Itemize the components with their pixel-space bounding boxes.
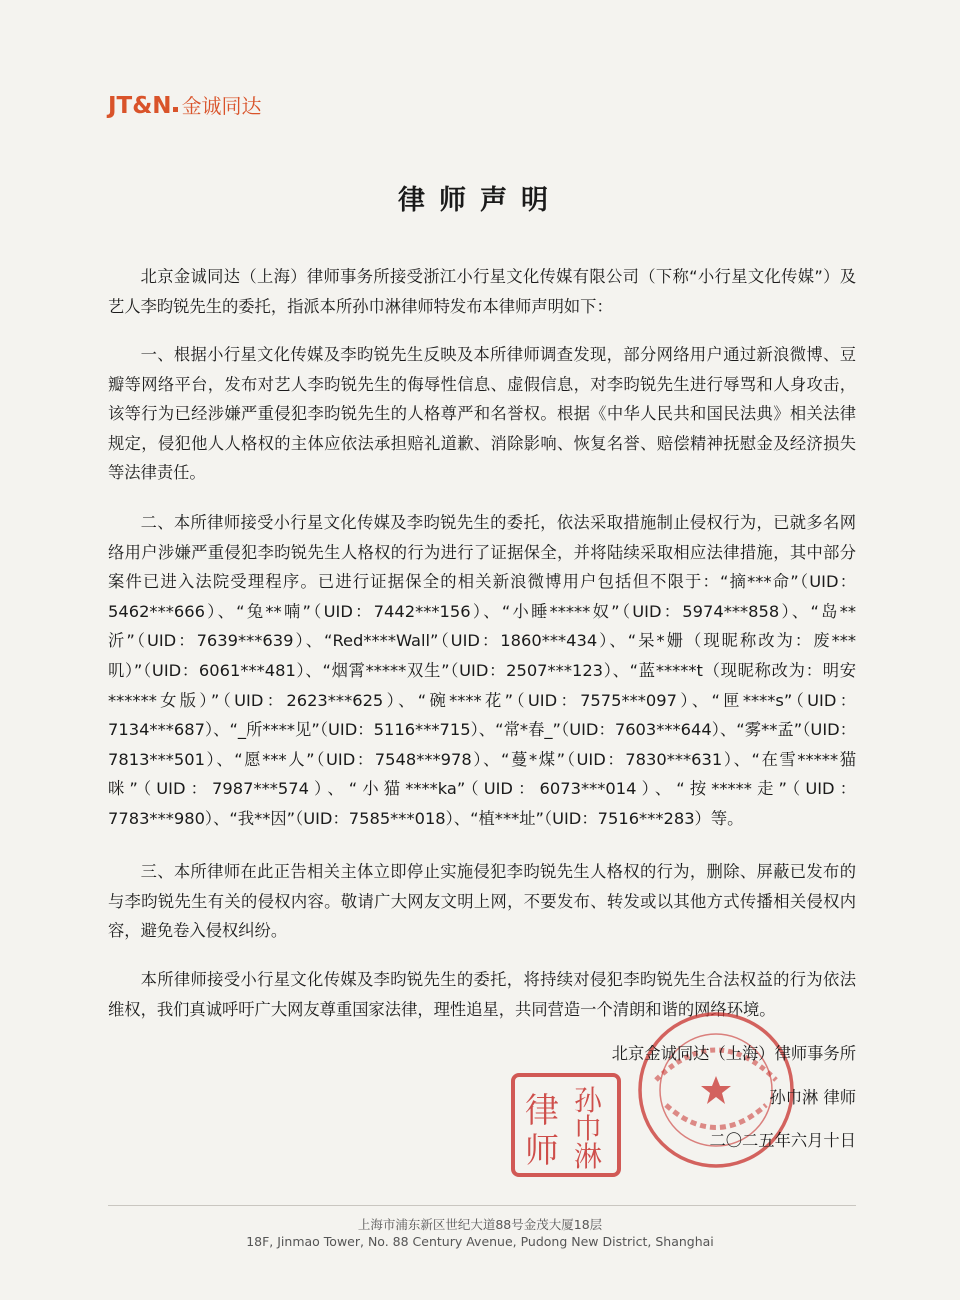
lawyer-square-seal-icon	[510, 1072, 622, 1178]
signature-lawyer: 孙巾淋 律师	[769, 1088, 856, 1107]
signature-firm: 北京金诚同达（上海）律师事务所	[611, 1044, 856, 1063]
paragraph-4: 本所律师接受小行星文化传媒及李昀锐先生的委托，将持续对侵犯李昀锐先生合法权益的行为依法维权，我们真诚呼吁广大网友尊重国家法律，理性追星，共同营造一个清朗和谐的网络环境。	[108, 970, 856, 1019]
svg-text:师: 师	[525, 1131, 559, 1171]
svg-text:巾: 巾	[573, 1112, 603, 1145]
footer-divider	[108, 1205, 856, 1206]
firm-logo	[108, 90, 262, 125]
footer-address-cn: 上海市浦东新区世纪大道88号金茂大厦18层	[357, 1217, 603, 1232]
paragraph-1: 一、根据小行星文化传媒及李昀锐先生反映及本所律师调查发现，部分网络用户通过新浪微博、豆瓣等网络平台，发布对艺人李昀锐先生的侮辱性信息、虚假信息，对李昀锐先生进行辱骂和人身攻击，该等行为已经涉嫌严重侵犯李昀锐先生的人格尊严和名誉权。根据《中华人民共和国民法典》相关法律规定，侵犯他人人格权的主体应依法承担赔礼道歉、消除影响、恢复名誉、赔偿精神抚慰金及经济损失等法律责任。	[108, 345, 856, 483]
signature-date: 二〇二五年六月十日	[709, 1131, 856, 1150]
logo-cn-name: 金诚同达	[181, 94, 262, 118]
svg-text:淋: 淋	[573, 1140, 603, 1173]
paragraph-2: 二、本所律师接受小行星文化传媒及李昀锐先生的委托，依法采取措施制止侵权行为，已就多名网络用户涉嫌严重侵犯李昀锐先生人格权的行为进行了证据保全，并将陆续采取相应法律措施，其中部分案件已进入法院受理程序。已进行证据保全的相关新浪微博用户包括但不限于：“摘***命”（UID：5462***666）、“兔**喃”（UID：7442***156）、“小睡*****奴”（UID：5974***858）、“岛**沂”（UID：7639***639）、“Red****Wall”（UID：1860***434）、“呆*姗（现昵称改为：废***叽）”（UID：6061***481）、“烟霄*****双生”（UID：2507***123）、“蓝*****t（现昵称改为：明安******女版）”（UID：2623***625）、“碗****花”（UID：7575***097）、“匣****s”（UID：7134***687）、“_所****见”（UID：5116***715）、“常*春_”（UID：7603***644）、“雾**孟”（UID：7813***501）、“愿***人”（UID：7548***978）、“蔓*煤”（UID：7830***631）、“在雪*****猫咪”（UID：7987***574）、“小猫****ka”（UID：6073***014）、“按*****走”（UID：7783***980）、“我**因”（UID：7585***018）、“植***址”（UID：7516***283）等。	[108, 513, 856, 828]
svg-text:孙: 孙	[573, 1084, 603, 1117]
logo-dot-icon	[173, 107, 179, 113]
page-title: 律师声明	[398, 185, 562, 216]
footer-address-en: 18F, Jinmao Tower, No. 88 Century Avenue, Pudong New District, Shanghai	[246, 1234, 714, 1249]
paragraph-3: 三、本所律师在此正告相关主体立即停止实施侵犯李昀锐先生人格权的行为，删除、屏蔽已发布的与李昀锐先生有关的侵权内容。敬请广大网友文明上网，不要发布、转发或以其他方式传播相关侵权内容，避免卷入侵权纠纷。	[108, 862, 856, 941]
intro-paragraph: 北京金诚同达（上海）律师事务所接受浙江小行星文化传媒有限公司（下称“小行星文化传媒”）及艺人李昀锐先生的委托，指派本所孙巾淋律师特发布本律师声明如下：	[108, 267, 856, 316]
svg-text:律: 律	[525, 1091, 559, 1131]
logo-mark: JT&N	[108, 93, 172, 119]
